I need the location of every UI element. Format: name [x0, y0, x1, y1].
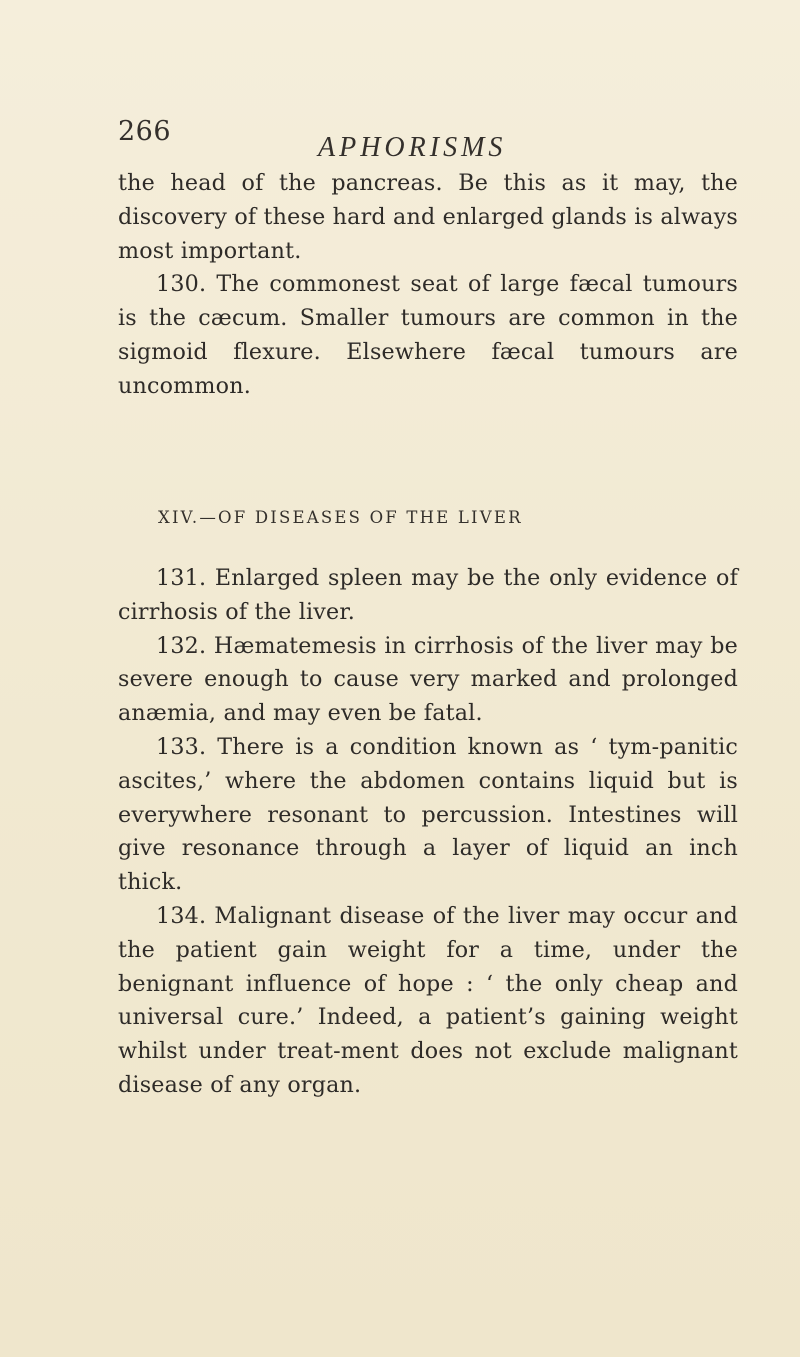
paragraph-131: 131. Enlarged spleen may be the only evidence of cirrhosis of the liver. — [118, 565, 738, 625]
page-number: 266 — [118, 116, 172, 147]
page-header — [118, 116, 718, 166]
paragraph-134: 134. Malignant disease of the liver may occur and the patient gain weight for a time, under the benignant influence of hope : ‘ the only cheap and universal cure.’ Indeed, a patient’s gaining weight whilst under treat-ment does not exclude malignant disease of any organ. — [118, 902, 738, 1098]
section-heading: XIV.—OF DISEASES OF THE LIVER — [158, 508, 523, 527]
body-text-bottom — [118, 562, 738, 1103]
paragraph-continuation: the head of the pancreas. Be this as it may, the discovery of these hard and enlarged glands is always most important. — [118, 170, 739, 264]
body-text-top — [118, 167, 738, 404]
paragraph-133: 133. There is a condition known as ‘ tym-panitic ascites,’ where the abdomen contains liquid but is everywhere resonant to percussion. Intestines will give resonance through a layer of liquid an inch thick. — [118, 733, 738, 896]
paragraph-130: 130. The commonest seat of large fæcal tumours is the cæcum. Smaller tumours are common in the sigmoid flexure. Elsewhere fæcal tumours are uncommon. — [118, 271, 738, 399]
paragraph-132: 132. Hæmatemesis in cirrhosis of the liver may be severe enough to cause very marked and prolonged anæmia, and may even be fatal. — [118, 632, 738, 727]
running-head: APHORISMS — [318, 132, 507, 163]
